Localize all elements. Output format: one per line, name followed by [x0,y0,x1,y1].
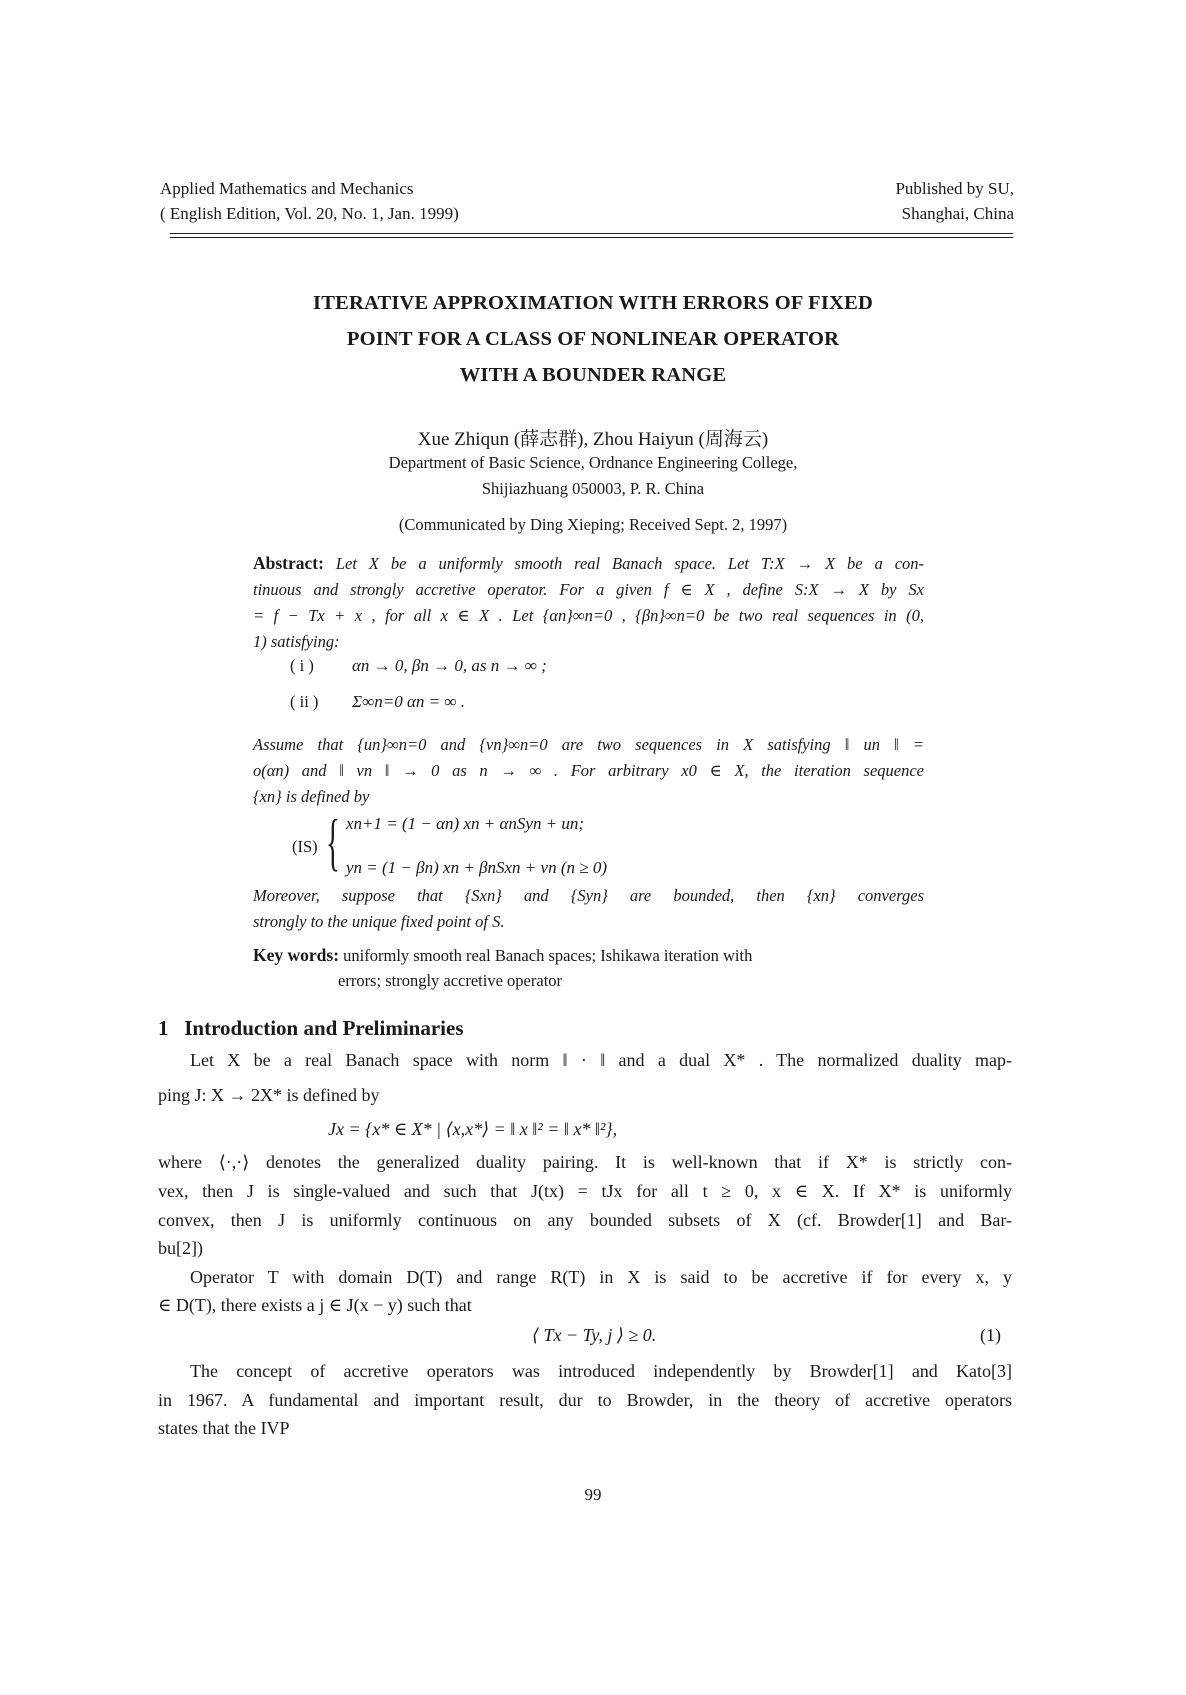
keywords-line-1 [253,945,752,966]
journal-issue: ( English Edition, Vol. 20, No. 1, Jan. 1999) [160,204,459,223]
publisher: Published by SU, [895,179,1014,198]
paper-title-line-1: ITERATIVE APPROXIMATION WITH ERRORS OF FIXED [313,292,873,314]
paper-title-line-2: POINT FOR A CLASS OF NONLINEAR OPERATOR [346,328,840,350]
condition-1-label: ( i ) [290,656,314,675]
abstract-line-5: Assume that {un}∞n=0 and {vn}∞n=0 are two sequences in X satisfying ‖ un ‖ = [253,735,924,754]
abstract-text-1: Let X be a uniformly smooth real Banach space. Let T:X → X be a con- [335,554,925,573]
condition-2: Σ∞n=0 αn = ∞ . [352,692,465,711]
condition-2-label: ( ii ) [290,692,319,711]
para-4-line-2: in 1967. A fundamental and important result, dur to Browder, in the theory of accretive operators [158,1390,1012,1410]
is-equation-1: xn+1 = (1 − αn) xn + αnSyn + un; [346,814,585,833]
abstract-line-7: {xn} is defined by [253,787,370,806]
abstract-line-4: 1) satisfying: [253,632,340,651]
condition-1: αn → 0, βn → 0, as n → ∞ ; [352,656,547,675]
journal-name: Applied Mathematics and Mechanics [160,179,414,198]
keywords-line-2: errors; strongly accretive operator [338,971,563,990]
authors: Xue Zhiqun (薛志群), Zhou Haiyun (周海云) [417,429,769,450]
keywords-text-1: uniformly smooth real Banach spaces; Ishikawa iteration with [343,946,753,965]
equation-1-number: (1) [980,1325,1001,1345]
publisher-location: Shanghai, China [901,204,1014,223]
affiliation-line-2: Shijiazhuang 050003, P. R. China [481,479,705,498]
paper-title-line-3: WITH A BOUNDER RANGE [459,364,727,386]
para-4-line-3: states that the IVP [158,1418,290,1438]
para-3-line-1: Operator T with domain D(T) and range R(T) in X is said to be accretive if for every x, y [190,1267,1012,1287]
keywords-label: Key words: [253,945,340,965]
abstract-line-1 [253,552,924,575]
header-rule-bottom [170,237,1013,238]
para-2-line-3: convex, then J is uniformly continuous on any bounded subsets of X (cf. Browder[1] and Bar- [158,1210,1012,1230]
abstract-line-8: Moreover, suppose that {Sxn} and {Syn} are bounded, then {xn} converges [253,886,924,905]
affiliation-line-1: Department of Basic Science, Ordnance Engineering College, [388,453,798,472]
is-equation-2: yn = (1 − βn) xn + βnSxn + vn (n ≥ 0) [346,858,607,877]
para-3-line-2: ∈ D(T), there exists a j ∈ J(x − y) such that [158,1295,472,1315]
para-2-line-4: bu[2]) [158,1238,203,1258]
abstract-line-3: = f − Tx + x , for all x ∈ X . Let {αn}∞n=0 , {βn}∞n=0 be two real sequences in (0, [253,606,924,625]
para-2-line-1: where ⟨·,·⟩ denotes the generalized duality pairing. It is well-known that if X* is strictly con- [158,1152,1012,1172]
abstract-line-2: tinuous and strongly accretive operator. For a given f ∈ X , define S:X → X by Sx [253,580,924,599]
para-2-line-2: vex, then J is single-valued and such that J(tx) = tJx for all t ≥ 0, x ∈ X. If X* is uniformly [158,1181,1012,1201]
is-label: (IS) [292,837,318,856]
communicated-by: (Communicated by Ding Xieping; Received Sept. 2, 1997) [398,515,788,534]
abstract-line-6: o(αn) and ‖ vn ‖ → 0 as n → ∞ . For arbitrary x0 ∈ X, the iteration sequence [253,761,924,780]
para-1-line-1: Let X be a real Banach space with norm ‖ · ‖ and a dual X* . The normalized duality map- [190,1050,1012,1070]
section-heading: 1 Introduction and Preliminaries [158,1016,464,1040]
equation-duality-map: Jx = {x* ∈ X* | ⟨x,x*⟩ = ‖ x ‖² = ‖ x* ‖²}, [328,1119,618,1139]
equation-1: ⟨ Tx − Ty, j ⟩ ≥ 0. [532,1325,657,1345]
page-number: 99 [584,1485,602,1504]
header-rule-top [170,233,1013,234]
is-brace: { [326,806,340,877]
para-1-line-2: ping J: X → 2X* is defined by [158,1085,380,1105]
para-4-line-1: The concept of accretive operators was introduced independently by Browder[1] and Kato[3] [190,1361,1012,1381]
abstract-line-9: strongly to the unique fixed point of S. [253,912,505,931]
abstract-label: Abstract: [253,553,324,573]
